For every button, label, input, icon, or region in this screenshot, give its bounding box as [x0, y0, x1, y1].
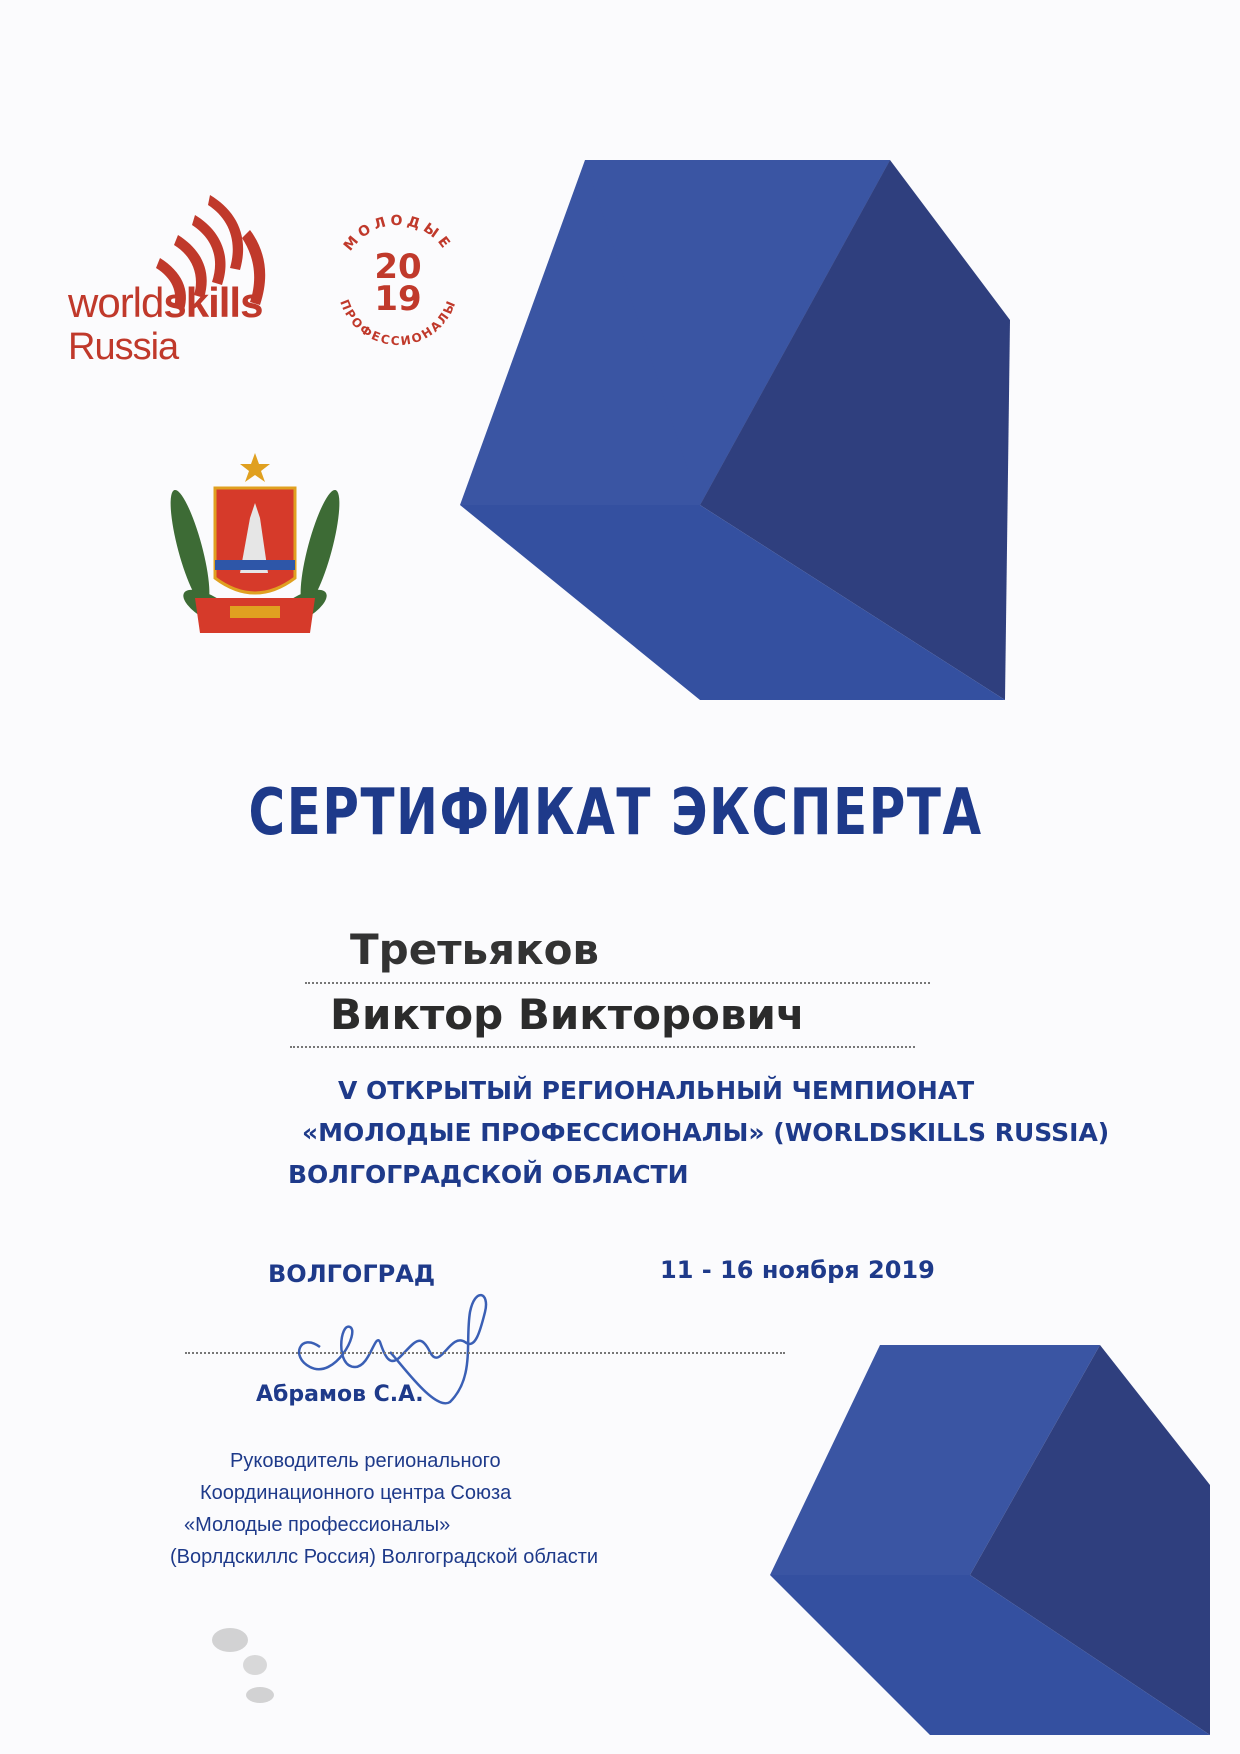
city: ВОЛГОГРАД	[268, 1260, 436, 1288]
name-underline	[290, 1046, 915, 1048]
worldskills-region: Russia	[68, 326, 179, 368]
signer-name: Абрамов С.А.	[256, 1382, 424, 1407]
certificate-title: СЕРТИФИКАТ ЭКСПЕРТА	[248, 776, 983, 850]
position-line-3: «Молодые профессионалы»	[184, 1514, 451, 1536]
signature-line	[185, 1352, 785, 1354]
event-line-1: V ОТКРЫТЫЙ РЕГИОНАЛЬНЫЙ ЧЕМПИОНАТ	[338, 1076, 975, 1105]
seal-year-top: 20	[374, 247, 422, 287]
decorative-cube-large	[460, 150, 1020, 710]
position-line-2: Координационного центра Союза	[200, 1482, 512, 1504]
seal-top-text: МОЛОДЫЕ	[340, 212, 456, 255]
event-line-3: ВОЛГОГРАДСКОЙ ОБЛАСТИ	[288, 1160, 689, 1189]
seal-bottom-text: ПРОФЕССИОНАЛЫ	[337, 297, 459, 349]
surname-underline	[305, 982, 930, 984]
event-line-2: «МОЛОДЫЕ ПРОФЕССИОНАЛЫ» (WORLDSKILLS RUSSIA)	[302, 1118, 1110, 1147]
decorative-cube-small	[770, 1335, 1210, 1735]
worldskills-wordmark: worldskills	[68, 279, 263, 326]
volgograd-coat-of-arms-icon	[160, 448, 350, 648]
event-dates: 11 - 16 ноября 2019	[660, 1256, 935, 1284]
position-line-4: (Ворлдскиллс Россия) Волгоградской области	[170, 1546, 599, 1568]
seal-year-bottom: 19	[374, 279, 422, 319]
recipient-name: Виктор Викторович	[330, 990, 805, 1039]
scan-smudge	[200, 1620, 300, 1710]
recipient-surname: Третьяков	[350, 925, 600, 974]
position-line-1: Руководитель регионального	[230, 1450, 501, 1472]
young-professionals-seal-icon	[318, 200, 478, 360]
